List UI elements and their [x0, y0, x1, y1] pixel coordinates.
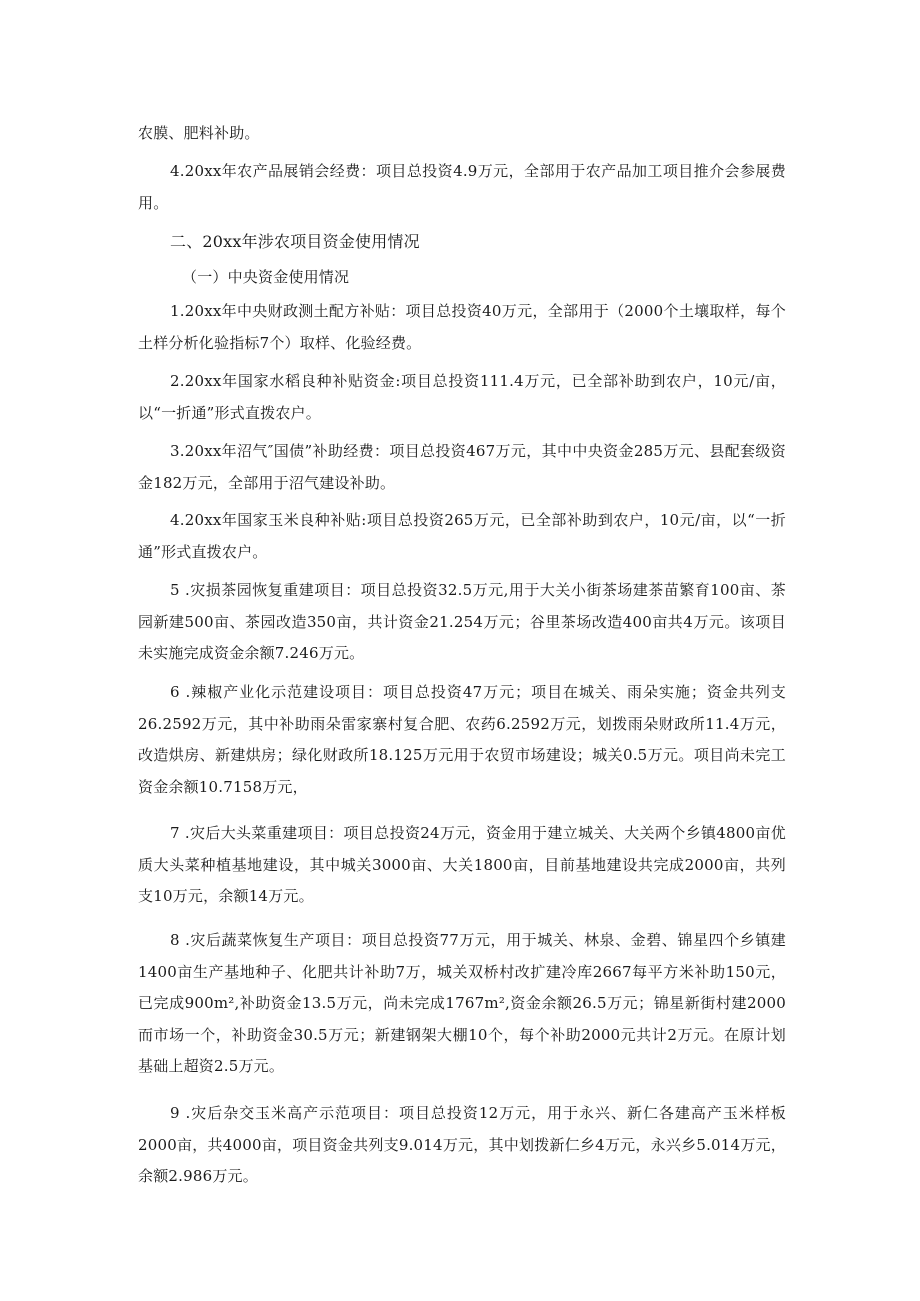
- paragraph-item-4-expo: 4.20xx年农产品展销会经费：项目总投资4.9万元，全部用于农产品加工项目推介会参展费用。: [138, 162, 786, 212]
- section-heading-2: 二、20xx年涉农项目资金使用情况: [170, 232, 420, 251]
- subsection-heading-1: （一）中央资金使用情况: [182, 268, 350, 286]
- paragraph-item-2: 2.20xx年国家水稻良种补贴资金:项目总投资111.4万元，已全部补助到农户，10元/亩，以“一折通”形式直拨农户。: [138, 372, 786, 422]
- paragraph-item-5: 5 .灾损茶园恢复重建项目：项目总投资32.5万元,用于大关小街茶场建茶苗繁育100亩、茶园新建500亩、茶园改造350亩，共计资金21.254万元；谷里茶场改造400亩共4万元。该项目未实施完成资金余额7.246万元。: [138, 581, 786, 662]
- paragraph-item-7: 7 .灾后大头菜重建项目：项目总投资24万元，资金用于建立城关、大关两个乡镇4800亩优质大头菜种植基地建设，其中城关3000亩、大关1800亩，目前基地建设共完成2000亩，共列支10万元，余额14万元。: [138, 824, 786, 905]
- paragraph-item-8: 8 .灾后蔬菜恢复生产项目：项目总投资77万元，用于城关、林泉、金碧、锦星四个乡镇建1400亩生产基地种子、化肥共计补助7万，城关双桥村改扩建冷库2667每平方米补助150元，已完成900m²,补助资金13.5万元，尚未完成1767m²,资金余额26.5万元；锦星新街村建2000而市场一个，补助资金30.5万元；新建钢架大棚10个，每个补助2000元共计2万元。在原计划基础上超资2.5万元。: [138, 931, 786, 1075]
- paragraph-item-9: 9 .灾后杂交玉米高产示范项目：项目总投资12万元，用于永兴、新仁各建高产玉米样板2000亩，共4000亩，项目资金共列支9.014万元，其中划拨新仁乡4万元，永兴乡5.014万元，余额2.986万元。: [138, 1104, 786, 1185]
- paragraph-item-1: 1.20xx年中央财政测土配方补贴：项目总投资40万元，全部用于（2000个土壤取样，每个土样分析化验指标7个）取样、化验经费。: [138, 302, 786, 352]
- paragraph-item-4: 4.20xx年国家玉米良种补贴:项目总投资265万元，已全部补助到农户，10元/亩，以“一折通”形式直拨农户。: [138, 511, 786, 561]
- paragraph-item-3: 3.20xx年沼气″国债”补助经费：项目总投资467万元，其中中央资金285万元、县配套级资金182万元，全部用于沼气建设补助。: [138, 442, 786, 492]
- paragraph-item-6: 6 .辣椒产业化示范建设项目：项目总投资47万元；项目在城关、雨朵实施；资金共列支26.2592万元，其中补助雨朵雷家寨村复合肥、农药6.2592万元，划拨雨朵财政所11.4万元，改造烘房、新建烘房；绿化财政所18.125万元用于农贸市场建设；城关0.5万元。项目尚未完工资金余额10.7158万元，: [138, 683, 786, 796]
- paragraph-continuation: 农膜、肥料补助。: [138, 124, 260, 142]
